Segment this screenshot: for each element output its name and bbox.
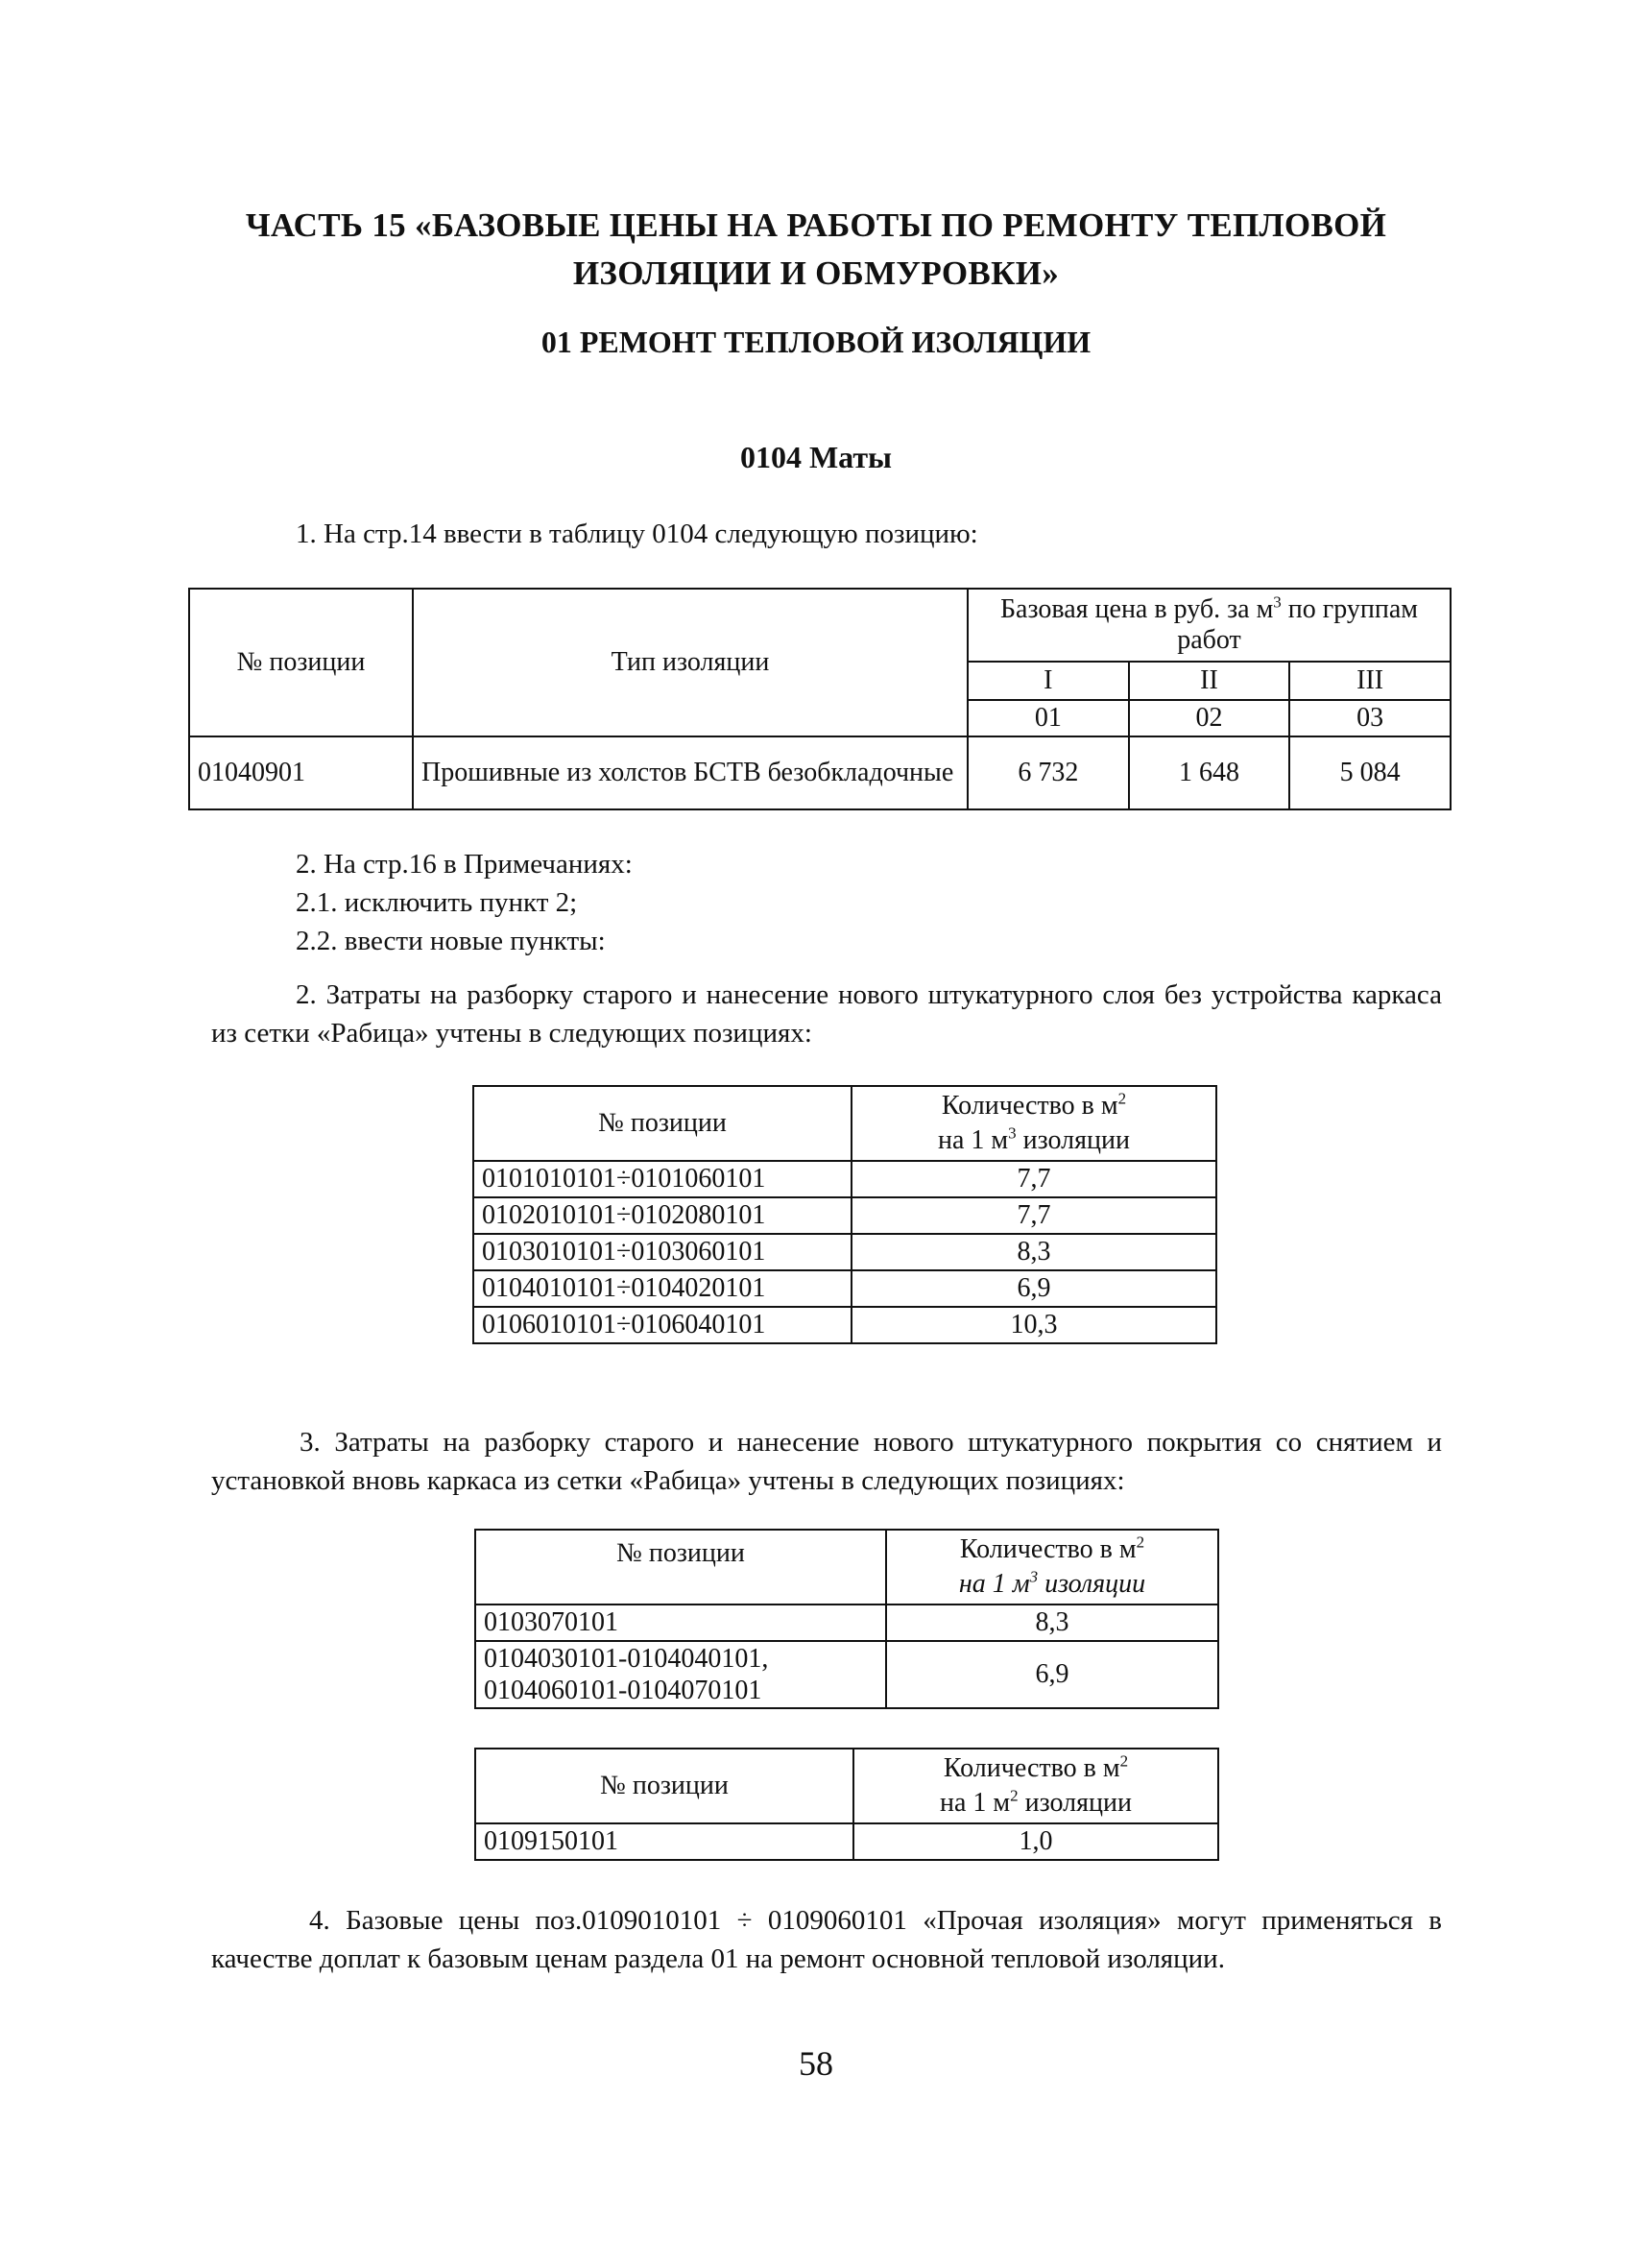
table-row-qty: 6,9 <box>852 1270 1216 1307</box>
table-row-position: 0101010101÷0101060101 <box>473 1161 852 1197</box>
qty-sup: 2 <box>1117 1089 1127 1108</box>
part-title-line1: ЧАСТЬ 15 «БАЗОВЫЕ ЦЕНЫ НА РАБОТЫ ПО РЕМОНТУ ТЕПЛОВОЙ <box>245 206 1387 244</box>
item1-text <box>296 515 978 553</box>
qty-sup: 2 <box>1119 1751 1129 1771</box>
code-02: 02 <box>1129 700 1290 736</box>
note3a-header-position: № позиции <box>475 1530 886 1604</box>
note3-table-a <box>474 1529 1219 1709</box>
note3a-header-qty-line2 <box>895 1567 1210 1602</box>
price-row-group3: 5 084 <box>1289 736 1451 809</box>
price-header-sup: 3 <box>1273 592 1282 612</box>
table-row-qty: 10,3 <box>852 1307 1216 1343</box>
qty-sup: 3 <box>1008 1123 1017 1143</box>
price-table-header-position: № позиции <box>189 589 413 736</box>
table-row-qty: 1,0 <box>853 1823 1218 1860</box>
item1-text-content: 1. На стр.14 ввести в таблицу 0104 следующую позицию: <box>296 519 978 549</box>
table-row-position: 0102010101÷0102080101 <box>473 1197 852 1234</box>
qty-sup: 2 <box>1136 1532 1145 1552</box>
page-number: 58 <box>799 2044 833 2083</box>
table-row-position <box>475 1641 886 1708</box>
qty-text: на 1 м <box>958 1569 1030 1599</box>
qty-text: изоляции <box>1018 1788 1132 1818</box>
note3a-header-qty <box>886 1530 1218 1604</box>
item2-sub2: 2.2. ввести новые пункты: <box>296 926 606 956</box>
table-row-position: 0106010101÷0106040101 <box>473 1307 852 1343</box>
group-I: I <box>968 662 1129 700</box>
price-header-text-post: по группам работ <box>1177 594 1419 655</box>
table-row-qty: 7,7 <box>852 1197 1216 1234</box>
note4-text: 4. Базовые цены поз.0109010101 ÷ 0109060101 «Прочая изоляция» могут применяться в качестве доплат к базовым ценам раздела 01 на ремонт основной тепловой изоляции. <box>211 1905 1442 1974</box>
table-row-position: 0104010101÷0104020101 <box>473 1270 852 1307</box>
subsection-title: 0104 Маты <box>739 440 893 474</box>
table-row-qty: 8,3 <box>852 1234 1216 1270</box>
code-03: 03 <box>1289 700 1451 736</box>
position-line2: 0104060101-0104070101 <box>484 1676 762 1705</box>
code-01: 01 <box>968 700 1129 736</box>
section-title: 01 РЕМОНТ ТЕПЛОВОЙ ИЗОЛЯЦИИ <box>540 325 1092 359</box>
note2-header-position: № позиции <box>473 1086 852 1161</box>
note2-header-qty-line1 <box>860 1089 1208 1123</box>
table-row-qty: 8,3 <box>886 1604 1218 1641</box>
qty-text: Количество в м <box>959 1534 1137 1564</box>
price-table-header-type: Тип изоляции <box>413 589 968 736</box>
qty-text: Количество в м <box>941 1091 1118 1121</box>
note2-header-qty <box>852 1086 1216 1161</box>
note3b-header-qty-line1 <box>862 1751 1210 1786</box>
group-III: III <box>1289 662 1451 700</box>
group-II: II <box>1129 662 1290 700</box>
note3b-header-position: № позиции <box>475 1749 853 1823</box>
position-line1: 0104030101-0104040101, <box>484 1644 769 1674</box>
price-header-text: Базовая цена в руб. за м <box>999 594 1274 624</box>
price-row-type: Прошивные из холстов БСТВ безобкладочные <box>413 736 968 809</box>
qty-sup: 3 <box>1029 1567 1039 1586</box>
item2-sub1: 2.1. исключить пункт 2; <box>296 887 578 918</box>
qty-text: на 1 м <box>938 1125 1009 1155</box>
note2-text: 2. Затраты на разборку старого и нанесение нового штукатурного слоя без устройства каркаса из сетки «Рабица» учтены в следующих позициях: <box>211 979 1442 1049</box>
price-row-group2: 1 648 <box>1129 736 1290 809</box>
note3a-header-qty-line1 <box>895 1532 1210 1567</box>
price-table <box>188 588 1452 810</box>
table-row-position: 0103070101 <box>475 1604 886 1641</box>
qty-text: изоляции <box>1038 1569 1146 1599</box>
table-row-qty: 7,7 <box>852 1161 1216 1197</box>
note3-text: 3. Затраты на разборку старого и нанесение нового штукатурного покрытия со снятием и установкой вновь каркаса из сетки «Рабица» учтены в следующих позициях: <box>211 1427 1442 1496</box>
item2-block <box>296 845 633 960</box>
item2-text: 2. На стр.16 в Примечаниях: <box>296 849 633 880</box>
price-row-position: 01040901 <box>189 736 413 809</box>
part-title-line2: ИЗОЛЯЦИИ И ОБМУРОВКИ» <box>572 254 1060 292</box>
qty-text: на 1 м <box>940 1788 1011 1818</box>
qty-sup: 2 <box>1010 1786 1019 1805</box>
table-row-qty: 6,9 <box>886 1641 1218 1708</box>
note2-header-qty-line2 <box>860 1123 1208 1158</box>
table-row-position: 0109150101 <box>475 1823 853 1860</box>
table-row-position: 0103010101÷0103060101 <box>473 1234 852 1270</box>
part-title <box>0 202 1632 298</box>
price-table-header-price <box>968 589 1451 662</box>
qty-text: Количество в м <box>943 1753 1120 1783</box>
note3-table-b <box>474 1748 1219 1861</box>
price-row-group1: 6 732 <box>968 736 1129 809</box>
note3b-header-qty-line2 <box>862 1786 1210 1821</box>
qty-text: изоляции <box>1016 1125 1130 1155</box>
note2-table <box>472 1085 1217 1344</box>
note3b-header-qty <box>853 1749 1218 1823</box>
